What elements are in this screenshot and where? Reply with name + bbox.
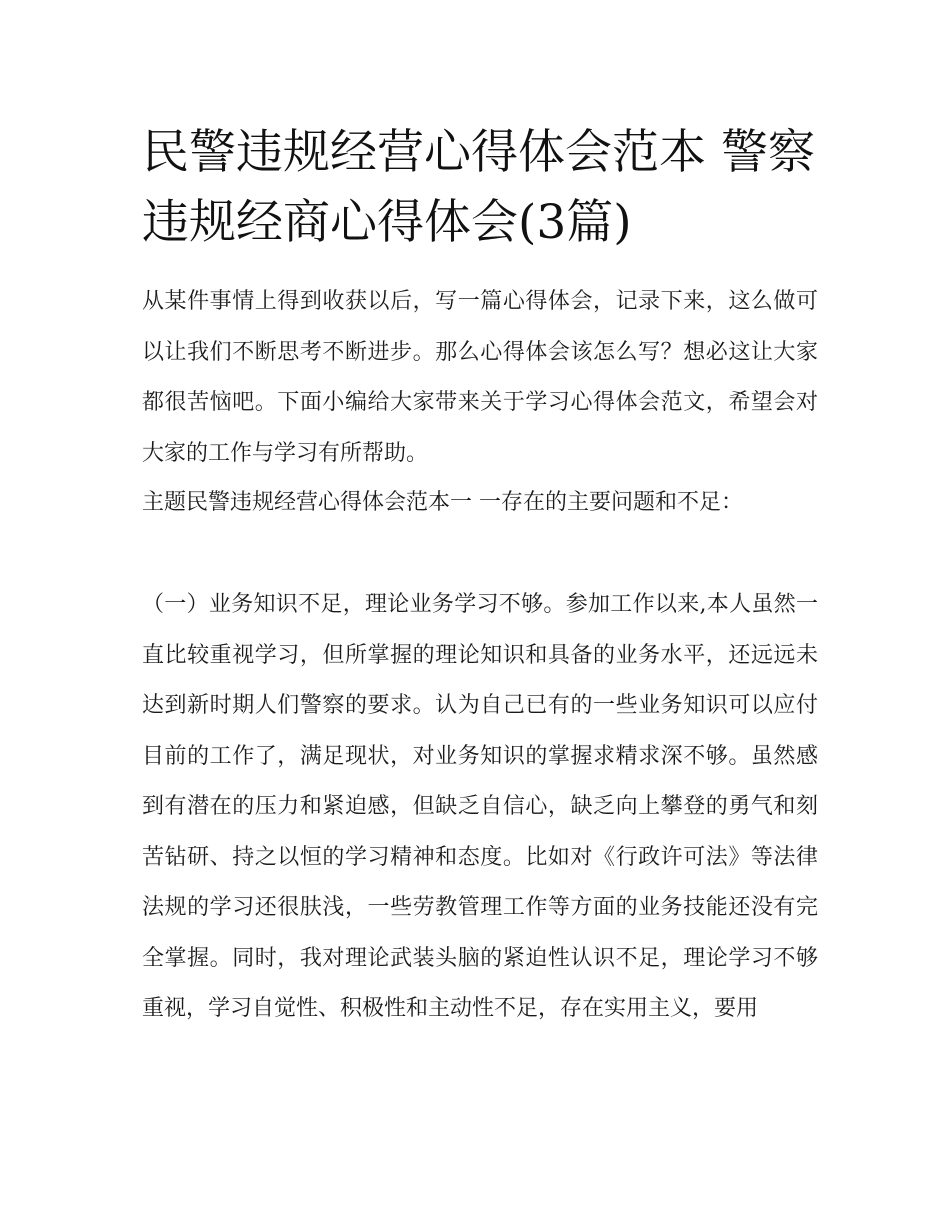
- body-paragraph: （一）业务知识不足，理论业务学习不够。参加工作以来,本人虽然一直比较重视学习，但所掌握的理论知识和具备的业务水平，还远远未达到新时期人们警察的要求。认为自己已有的一些业务知识可以应付目前的工作了，满足现状，对业务知识的掌握求精求深不够。虽然感到有潜在的压力和紧迫感，但缺乏自信心，缺乏向上攀登的勇气和刻苦钻研、持之以恒的学习精神和态度。比如对《行政许可法》等法律法规的学习还很肤浅，一些劳教管理工作等方面的业务技能还没有完全掌握。同时，我对理论武装头脑的紧迫性认识不足，理论学习不够重视，学习自觉性、积极性和主动性不足，存在实用主义，要用: [142, 592, 818, 1021]
- section-heading: 主题民警违规经营心得体会范本一 一存在的主要问题和不足：: [142, 490, 743, 515]
- intro-paragraph: 从某件事情上得到收获以后，写一篇心得体会，记录下来，这么做可以让我们不断思考不断进步。那么心得体会该怎么写？想必这让大家都很苦恼吧。下面小编给大家带来关于学习心得体会范文，希望会对大家的工作与学习有所帮助。: [142, 289, 818, 466]
- document-title: 民警违规经营心得体会范本 警察违规经商心得体会(3篇): [142, 125, 815, 250]
